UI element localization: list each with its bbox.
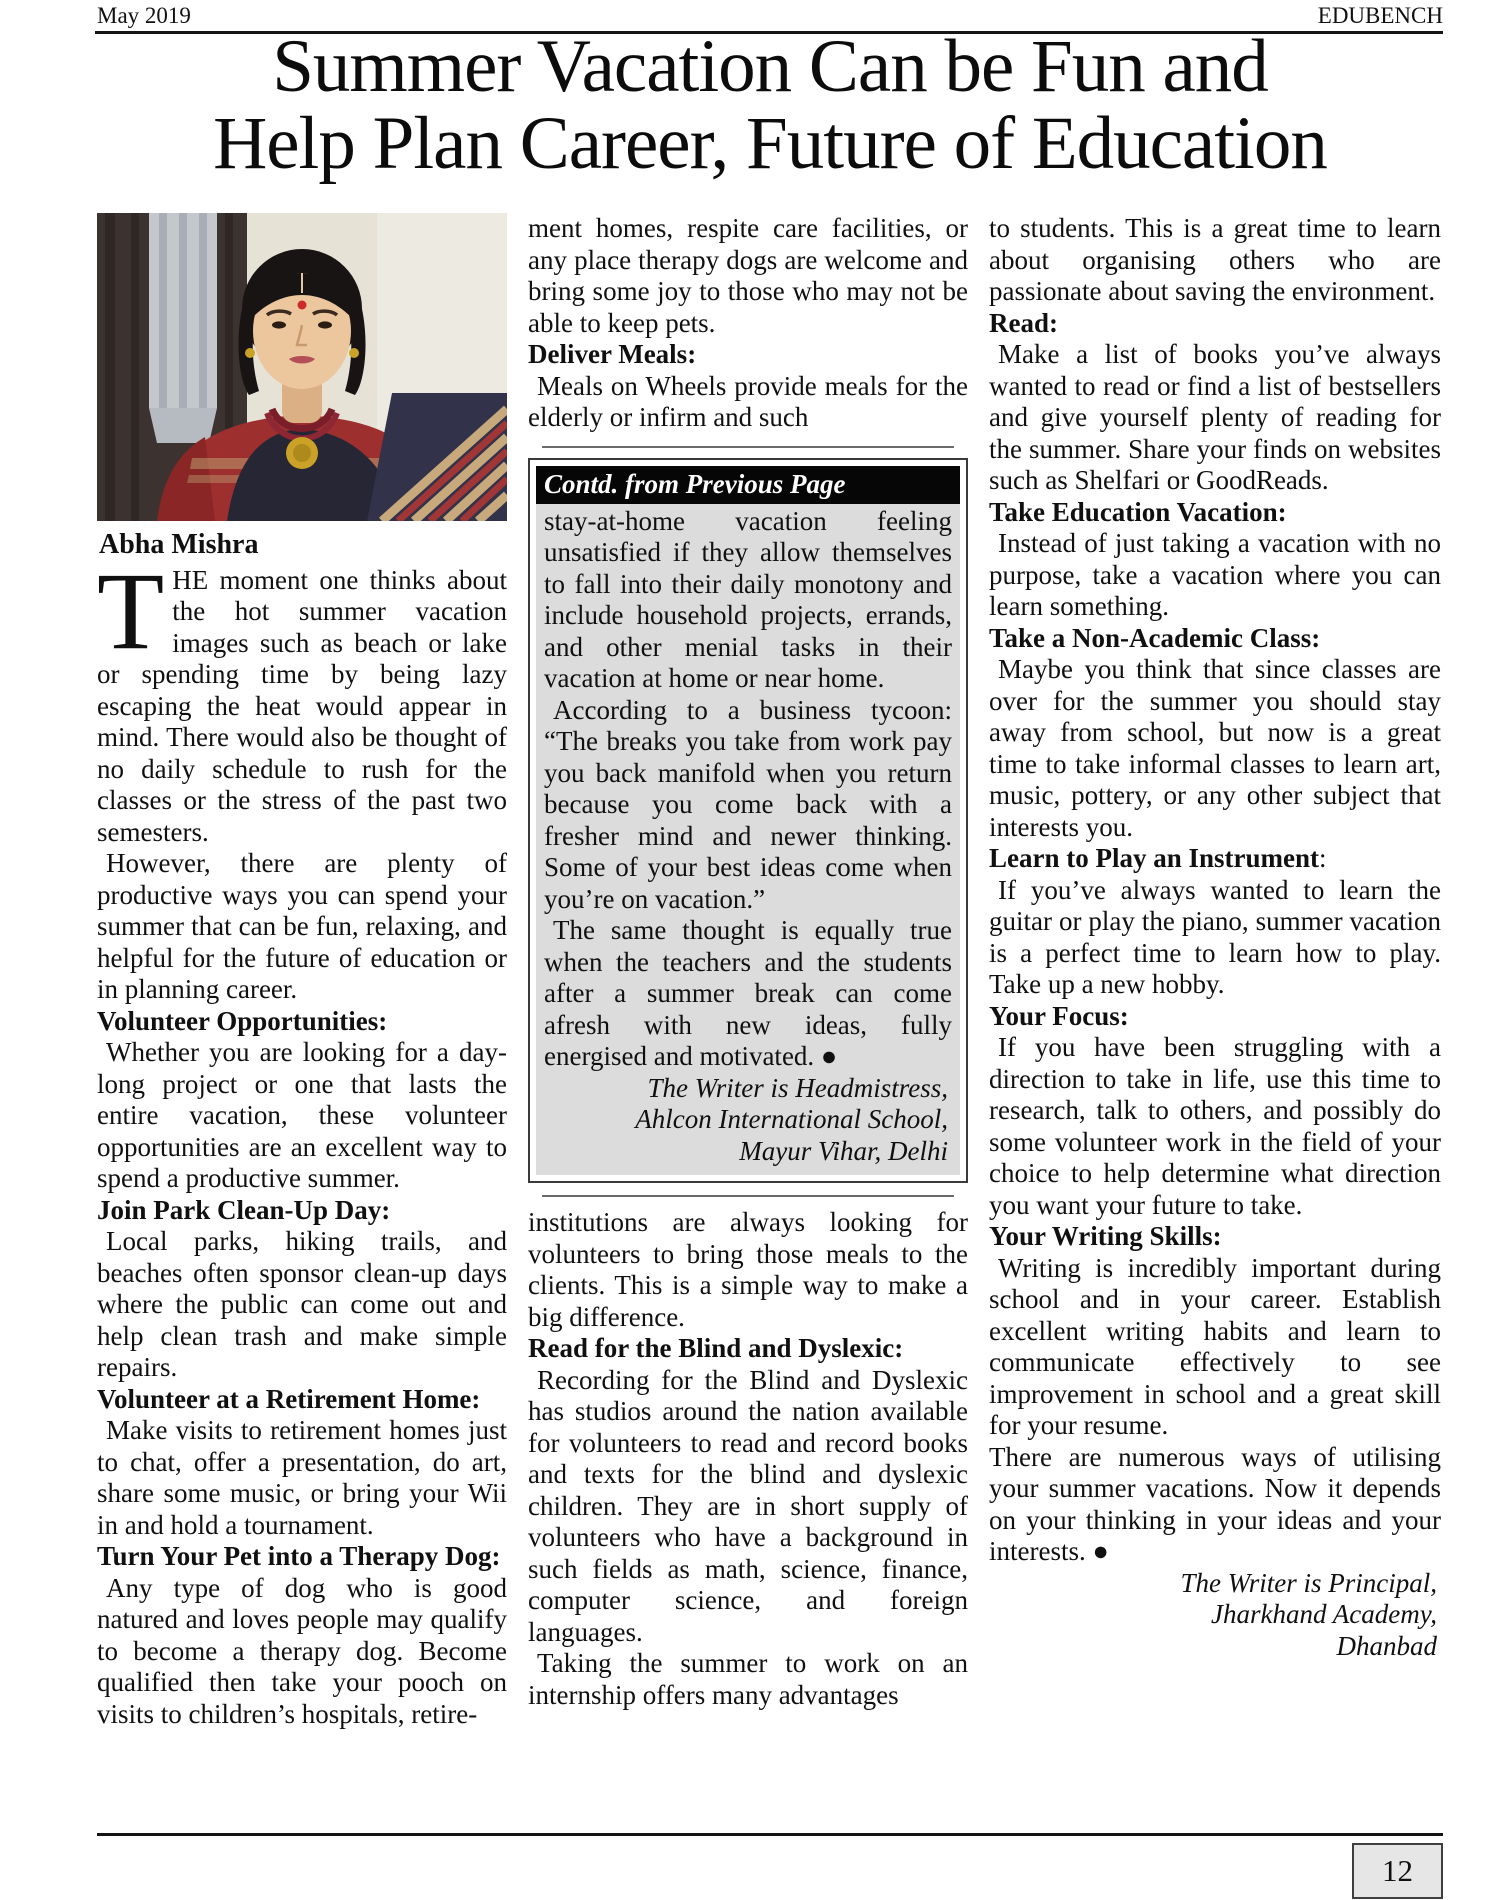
paragraph: Taking the summer to work on an internship offers many advantages	[528, 1648, 968, 1710]
paragraph: Make a list of books you’ve always wanted to read or find a list of bestsellers and give yourself plenty of reading for the summer. Share your finds on websites such as Shelfari or GoodReads.	[989, 339, 1441, 495]
section-heading: Volunteer Opportunities:	[97, 1005, 388, 1036]
issue-date: May 2019	[97, 3, 191, 28]
paragraph: to students. This is a great time to learn about organising others who are passionate about saving the environment.	[989, 213, 1441, 306]
paragraph: If you’ve always wanted to learn the guitar or play the piano, summer vacation is a perfect time to learn how to play. Take up a new hobby.	[989, 874, 1441, 999]
continued-box-body	[536, 504, 960, 1176]
photo-caption: Abha Mishra	[99, 529, 259, 560]
article-columns	[97, 213, 1443, 1831]
section-heading: Deliver Meals:	[528, 339, 697, 369]
paragraph: There are numerous ways of utilising your summer vacations. Now it depends on your thinking in your ideas and your interests. ●	[989, 1441, 1441, 1566]
photo-bindi	[298, 301, 307, 310]
writer-credit-line: Ahlcon International School,	[635, 1104, 948, 1134]
paragraph: Make visits to retirement homes just to chat, offer a presentation, do art, share some music, or bring your Wii in and hold a tournament.	[97, 1415, 507, 1540]
paragraph: Instead of just taking a vacation with no purpose, take a vacation where you can learn something.	[989, 528, 1441, 621]
paragraph-text: HE moment one thinks about the hot summer vacation images such as beach or lake or spending time by being lazy escaping the heat would appear in mind. There would also be thought of no daily schedule to rush for the classes or the stress of the past two semesters.	[97, 564, 507, 847]
photo-earring	[245, 348, 255, 358]
headline-line2: Help Plan Career, Future of Education	[213, 102, 1327, 185]
section-heading: Your Focus:	[989, 1000, 1129, 1031]
paragraph	[97, 549, 507, 849]
writer-credit-line: Jharkhand Academy,	[1211, 1599, 1437, 1629]
paragraph: According to a business tycoon: “The breaks you take from work pay you back manifold when you return because you come back with a fresher mind and newer thinking. Some of your best ideas come when you’re on vacation.”	[544, 694, 952, 914]
writer-credit-line: The Writer is Headmistress,	[647, 1072, 948, 1103]
section-heading: Take Education Vacation:	[989, 496, 1287, 527]
paragraph: institutions are always looking for volunteers to bring those meals to the clients. This is a simple way to make a big difference.	[528, 1207, 968, 1332]
writer-credit-line: Dhanbad	[1336, 1630, 1437, 1661]
section-heading: Volunteer at a Retirement Home:	[97, 1383, 481, 1414]
paragraph: Whether you are looking for a day-long project or one that lasts the entire vacation, these volunteer opportunities are an excellent way to spend a productive summer.	[97, 1037, 507, 1193]
paragraph: Maybe you think that since classes are over for the summer you should stay away from school, but now is a great time to take informal classes to learn art, music, pottery, or any other subject that interests you.	[989, 654, 1441, 842]
portrait-photo	[97, 213, 507, 521]
writer-credit-line: The Writer is Principal,	[1180, 1567, 1437, 1598]
drop-cap: T	[97, 549, 165, 672]
paragraph: The same thought is equally true when the teachers and the students after a summer break can come afresh with new ideas, fully energised and motivated. ●	[544, 915, 952, 1071]
section-heading: Your Writing Skills:	[989, 1221, 1222, 1251]
section-heading: Take a Non-Academic Class:	[989, 622, 1321, 653]
paragraph: Writing is incredibly important during school and in your career. Establish excellent writing habits and learn to communicate effectively to see improvement in school and a great skill for your resume.	[989, 1252, 1441, 1440]
paragraph: stay-at-home vacation feeling unsatisfied if they allow themselves to fall into their daily monotony and include household projects, errands, and other menial tasks in their vacation at home or near home.	[544, 505, 952, 693]
section-heading: Turn Your Pet into a Therapy Dog:	[97, 1541, 501, 1571]
column-3	[989, 213, 1441, 1831]
section-heading	[989, 843, 1441, 875]
paragraph: Recording for the Blind and Dyslexic has studios around the nation available for volunteers to read and record books and texts for the blind and dyslexic children. They are in short supply of volunteers who have a background in such fields as math, science, finance, computer science, and foreign languages.	[528, 1364, 968, 1647]
article-headline	[97, 25, 1443, 185]
continued-story-box	[528, 458, 968, 1184]
paragraph: Local parks, hiking trails, and beaches often sponsor clean-up days where the public can come out and help clean trash and make simple repairs.	[97, 1226, 507, 1382]
page-number-box	[1352, 1843, 1443, 1899]
masthead-brand: EDUBENCH	[1317, 3, 1443, 28]
paragraph: However, there are plenty of productive ways you can spend your summer that can be fun, relaxing, and helpful for the future of education or in planning career.	[97, 848, 507, 1004]
footer-rule	[97, 1833, 1443, 1836]
section-heading: Join Park Clean-Up Day:	[97, 1194, 391, 1225]
paragraph: Any type of dog who is good natured and loves people may qualify to become a therapy dog. Become qualified then take your pooch on visits to children’s hospitals, retire-	[97, 1572, 507, 1729]
section-heading: Read:	[989, 307, 1058, 338]
continued-banner: Contd. from Previous Page	[536, 466, 960, 504]
section-heading-colon: :	[1319, 843, 1327, 873]
paragraph: If you have been struggling with a direction to take in life, use this time to research, talk to others, and possibly do some volunteer work in the field of your choice to help determine what direction you want your future to take.	[989, 1032, 1441, 1220]
headline-line1: Summer Vacation Can be Fun and	[272, 25, 1268, 108]
separator-rule	[542, 446, 954, 448]
column-1	[97, 213, 507, 1831]
column-2	[528, 213, 968, 1831]
separator-rule	[542, 1195, 954, 1197]
paragraph: Meals on Wheels provide meals for the elderly or infirm and such	[528, 370, 968, 432]
section-heading: Read for the Blind and Dyslexic:	[528, 1333, 904, 1363]
section-heading-text: Learn to Play an Instrument	[989, 843, 1319, 873]
writer-credit-line: Mayur Vihar, Delhi	[739, 1135, 948, 1166]
paragraph: ment homes, respite care facilities, or any place therapy dogs are welcome and bring some joy to those who may not be able to keep pets.	[528, 213, 968, 338]
page-number: 12	[1382, 1853, 1413, 1888]
